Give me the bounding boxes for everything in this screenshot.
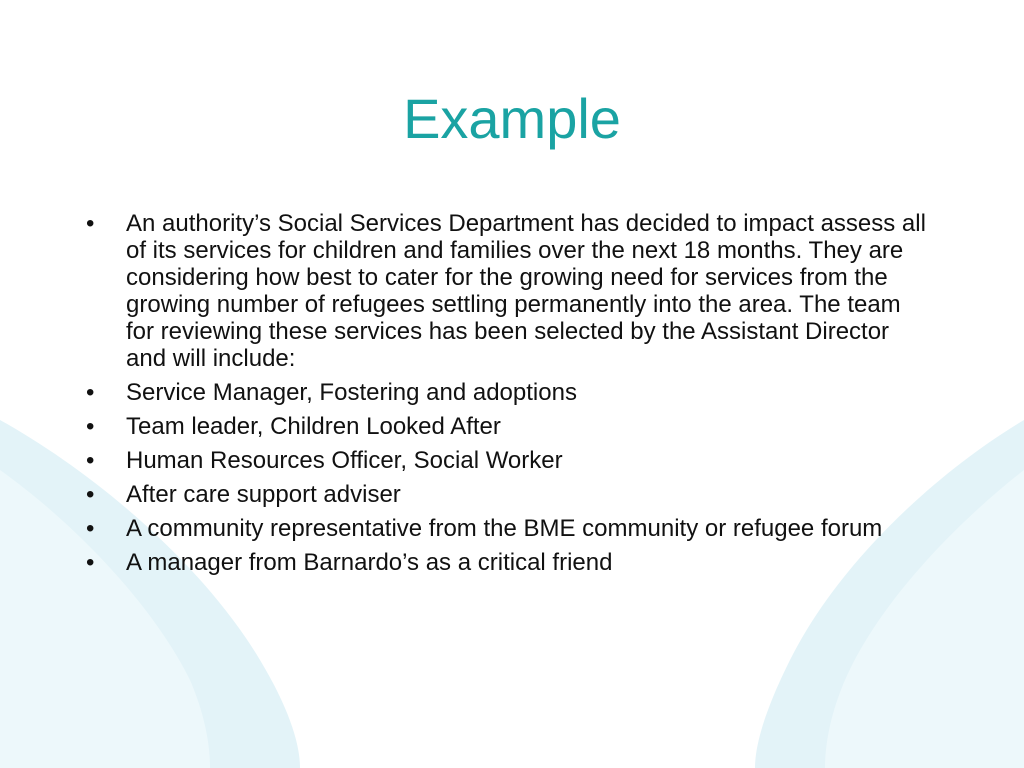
bullet-item [86, 549, 926, 576]
bullet-item [86, 447, 926, 474]
bullet-text: After care support adviser [126, 481, 401, 508]
bullet-text: Human Resources Officer, Social Worker [126, 447, 563, 474]
bullet-text: Service Manager, Fostering and adoptions [126, 379, 577, 406]
bullet-text: A manager from Barnardo’s as a critical friend [126, 549, 613, 576]
bullet-dot-icon: • [86, 549, 95, 576]
bullet-dot-icon: • [86, 515, 95, 542]
bullet-dot-icon: • [86, 447, 95, 474]
bullet-dot-icon: • [86, 210, 95, 237]
bullet-text: A community representative from the BME community or refugee forum [126, 515, 883, 542]
bullet-text: An authority’s Social Services Department has decided to impact assess all of its services for children and families over the next 18 months. They are considering how best to cater for the growing need for services from the growing number of refugees settling permanently into the area. The team for reviewing these services has been selected by the Assistant Director and will include: [126, 210, 926, 372]
bullet-dot-icon: • [86, 413, 95, 440]
bullet-dot-icon: • [86, 481, 95, 508]
bullet-item [86, 379, 926, 406]
bullet-text: Team leader, Children Looked After [126, 413, 501, 440]
bullet-item [86, 413, 926, 440]
bullet-item [86, 210, 926, 372]
bullet-dot-icon: • [86, 379, 95, 406]
bullet-list [86, 210, 926, 583]
slide-title: Example [403, 87, 621, 150]
bullet-item [86, 515, 926, 542]
bullet-item [86, 481, 926, 508]
